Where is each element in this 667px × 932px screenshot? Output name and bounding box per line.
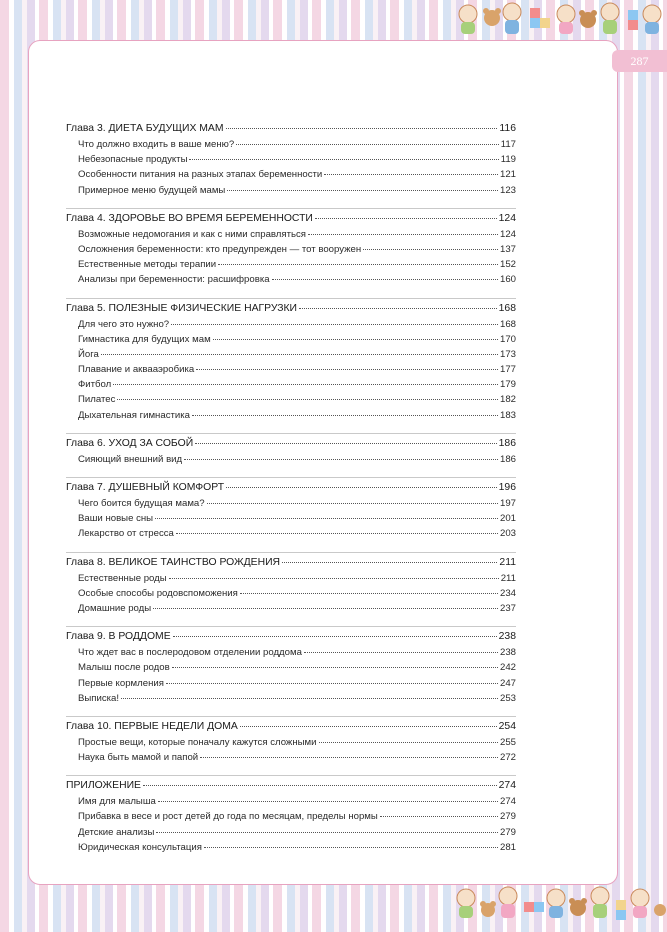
toc-entry-page: 182: [499, 394, 516, 406]
toc-entry: [66, 751, 516, 766]
blocks-icon: [524, 902, 544, 912]
toc-chapter-heading-page: 168: [498, 302, 516, 314]
baby-icon: [457, 889, 475, 918]
dot-leader: [156, 824, 498, 833]
dot-leader: [299, 300, 497, 309]
toc-entry-title: Выписка!: [78, 692, 120, 704]
dot-leader: [380, 808, 498, 817]
toc-entry-page: 238: [499, 647, 516, 659]
blocks-icon: [628, 10, 638, 30]
toc-entry: [66, 692, 516, 707]
toc-entry-page: 211: [500, 572, 516, 584]
toc-entry-page: 168: [499, 318, 516, 330]
toc-entry-title: Пилатес: [78, 394, 116, 406]
toc-entry-title: Лекарство от стресса: [78, 528, 174, 540]
toc-chapter-heading-title: Глава 4. ЗДОРОВЬЕ ВО ВРЕМЯ БЕРЕМЕННОСТИ: [66, 212, 313, 224]
toc-entry-title: Дыхательная гимнастика: [78, 409, 190, 421]
toc-entry-title: Ваши новые сны: [78, 513, 154, 525]
dot-leader: [192, 407, 498, 416]
toc-entry-page: 253: [499, 692, 516, 704]
blocks-icon: [530, 8, 550, 28]
toc-entry-page: 203: [499, 528, 516, 540]
toc-entry: [66, 184, 516, 199]
baby-icon: [631, 889, 649, 918]
dot-leader: [169, 570, 499, 579]
toc-entry: [66, 602, 516, 617]
toc-chapter-heading-page: 254: [498, 720, 516, 732]
dot-leader: [166, 675, 498, 684]
dot-leader: [272, 271, 498, 280]
toc-entry-page: 137: [499, 243, 516, 255]
toc-entry: [66, 273, 516, 288]
teddy-icon: [480, 901, 496, 917]
toc-entry-page: 272: [499, 752, 516, 764]
toc-entry-title: Первые кормления: [78, 677, 164, 689]
toc-chapter: [66, 626, 516, 707]
toc-entry-title: Примерное меню будущей мамы: [78, 184, 226, 196]
dot-leader: [227, 182, 498, 191]
toc-chapter-heading-title: ПРИЛОЖЕНИЕ: [66, 780, 141, 792]
toc-entry-title: Осложнения беременности: кто предупрежден — тот вооружен: [78, 243, 362, 255]
dot-leader: [172, 659, 498, 668]
toc-chapter: [66, 122, 516, 199]
toc-chapter-heading-page: 211: [499, 556, 516, 568]
dot-leader: [173, 628, 497, 637]
blocks-icon: [616, 900, 626, 920]
toc-entry-title: Плавание и аквааэробика: [78, 364, 195, 376]
dot-leader: [304, 644, 498, 653]
dot-leader: [196, 361, 498, 370]
toc-chapter-heading-page: 186: [498, 437, 516, 449]
toc-entry-page: 242: [499, 662, 516, 674]
toc-entry-page: 177: [499, 364, 516, 376]
dot-leader: [200, 749, 498, 758]
dot-leader: [113, 376, 498, 385]
dot-leader: [176, 525, 498, 534]
toc-entry-title: Йога: [78, 348, 99, 360]
dot-leader: [155, 510, 498, 519]
teddy-icon: [579, 10, 597, 28]
toc-entry-page: 117: [500, 139, 516, 150]
toc-chapter: [66, 552, 516, 618]
toc-entry-title: Особые способы родовспоможения: [78, 587, 238, 599]
toc-entry-page: 279: [499, 826, 516, 838]
toc-chapter-heading-title: Глава 3. ДИЕТА БУДУЩИХ МАМ: [66, 123, 224, 134]
toc-chapter-heading-page: 238: [498, 631, 516, 643]
toc-chapter: [66, 298, 516, 424]
baby-icon: [557, 5, 575, 34]
dot-leader: [195, 435, 496, 444]
dot-leader: [226, 120, 498, 129]
dot-leader: [363, 241, 498, 250]
toc-chapter: [66, 208, 516, 289]
dot-leader: [319, 734, 498, 743]
baby-icon: [499, 887, 517, 918]
toc-entry-page: 201: [499, 513, 516, 525]
toc-chapter-heading-page: 196: [498, 482, 516, 493]
toc-entry-page: 237: [499, 602, 516, 614]
toc-entry-page: 124: [499, 228, 516, 240]
toc-chapter: [66, 477, 516, 543]
dot-leader: [218, 256, 498, 265]
baby-icon: [591, 887, 609, 918]
toc-entry-title: Что ждет вас в послеродовом отделении роддома: [78, 647, 302, 659]
toc-chapter-heading-page: 116: [499, 123, 516, 134]
toc-entry-page: 274: [499, 796, 516, 808]
page-number-tab: [612, 50, 667, 72]
dot-leader: [204, 839, 498, 848]
toc-chapter-heading-title: Глава 5. ПОЛЕЗНЫЕ ФИЗИЧЕСКИЕ НАГРУЗКИ: [66, 302, 297, 314]
dot-leader: [240, 585, 498, 594]
toc-entry-page: 279: [499, 811, 516, 823]
table-of-contents: [66, 122, 516, 865]
kids-decor-top: [0, 0, 667, 42]
dot-leader: [153, 600, 498, 609]
teddy-icon: [483, 8, 501, 26]
toc-entry-page: 281: [499, 841, 516, 853]
toc-chapter: [66, 716, 516, 766]
dot-leader: [143, 777, 497, 786]
dot-leader: [315, 210, 497, 219]
dot-leader: [213, 331, 498, 340]
dot-leader: [101, 346, 498, 355]
toc-chapter-heading-title: Глава 7. ДУШЕВНЫЙ КОМФОРТ: [66, 482, 225, 493]
toc-entry: [66, 409, 516, 424]
toc-entry-title: Прибавка в весе и рост детей до года по месяцам, пределы нормы: [78, 811, 378, 823]
toc-chapter-heading-page: 274: [498, 780, 516, 792]
toc-entry-page: 247: [499, 677, 516, 689]
toc-entry-page: 197: [499, 498, 516, 509]
toc-entry-title: Малыш после родов: [78, 662, 170, 674]
toc-entry-title: Чего боится будущая мама?: [78, 498, 205, 509]
toc-entry-page: 121: [499, 169, 516, 181]
page-number: 287: [630, 54, 649, 68]
baby-icon: [459, 5, 477, 34]
toc-entry-title: Имя для малыша: [78, 796, 156, 808]
toc-chapter-heading-title: Глава 8. ВЕЛИКОЕ ТАИНСТВО РОЖДЕНИЯ: [66, 556, 281, 568]
toc-entry: [66, 841, 516, 856]
dot-leader: [324, 166, 498, 175]
toc-chapter: [66, 433, 516, 468]
dot-leader: [189, 151, 498, 160]
toc-entry-title: Детские анализы: [78, 826, 155, 838]
baby-icon: [503, 3, 521, 34]
toc-entry-title: Возможные недомогания и как с ними справляться: [78, 228, 306, 240]
toc-entry-title: Что должно входить в ваше меню?: [78, 139, 235, 150]
toc-entry-title: Особенности питания на разных этапах беременности: [78, 169, 323, 181]
toc-chapter: [66, 775, 516, 856]
toc-entry-title: Наука быть мамой и папой: [78, 752, 199, 764]
baby-icon: [601, 3, 619, 34]
dot-leader: [121, 690, 498, 699]
toc-entry-title: Домашние роды: [78, 602, 152, 614]
toc-entry-page: 255: [499, 736, 516, 748]
toc-chapter-heading-title: Глава 10. ПЕРВЫЕ НЕДЕЛИ ДОМА: [66, 720, 238, 732]
dot-leader: [308, 226, 498, 235]
dot-leader: [171, 316, 498, 325]
toc-entry-page: 179: [499, 379, 516, 391]
toc-entry-page: 173: [499, 348, 516, 360]
toc-entry-title: Фитбол: [78, 379, 112, 391]
toc-entry-title: Небезопасные продукты: [78, 154, 188, 166]
baby-icon: [547, 889, 565, 918]
kids-decor-bottom: [0, 880, 667, 927]
toc-entry-page: 234: [499, 587, 516, 599]
toc-entry-title: Анализы при беременности: расшифровка: [78, 274, 270, 286]
toc-entry-title: Юридическая консультация: [78, 841, 202, 853]
toc-entry: [66, 527, 516, 542]
decor-strip-bottom: [0, 880, 667, 927]
toc-entry-page: 160: [499, 274, 516, 286]
decor-strip-top: [0, 0, 667, 42]
toc-entry-page: 183: [499, 409, 516, 421]
toc-chapter-heading-title: Глава 6. УХОД ЗА СОБОЙ: [66, 437, 194, 449]
toc-entry-page: 123: [499, 184, 516, 196]
toc-entry: [66, 453, 516, 468]
dot-leader: [158, 793, 498, 802]
toc-entry-page: 170: [499, 333, 516, 345]
dot-leader: [117, 391, 498, 400]
dot-leader: [226, 479, 497, 488]
toc-entry-page: 119: [500, 154, 516, 166]
toc-entry-page: 152: [499, 259, 516, 271]
toc-entry-title: Естественные роды: [78, 572, 167, 584]
teddy-icon: [654, 904, 666, 916]
toc-entry-page: 186: [499, 453, 516, 465]
toc-chapter-heading-title: Глава 9. В РОДДОМЕ: [66, 631, 171, 643]
dot-leader: [282, 554, 497, 563]
teddy-icon: [569, 898, 587, 916]
dot-leader: [236, 136, 499, 145]
dot-leader: [207, 495, 498, 504]
toc-entry-title: Для чего это нужно?: [78, 318, 170, 330]
toc-entry-title: Естественные методы терапии: [78, 259, 217, 271]
toc-entry-title: Сияющий внешний вид: [78, 453, 183, 465]
dot-leader: [184, 451, 498, 460]
toc-entry-title: Гимнастика для будущих мам: [78, 333, 211, 345]
baby-icon: [643, 5, 661, 34]
toc-chapter-heading-page: 124: [498, 212, 516, 224]
dot-leader: [240, 718, 497, 727]
toc-entry-title: Простые вещи, которые поначалу кажутся сложными: [78, 736, 317, 748]
